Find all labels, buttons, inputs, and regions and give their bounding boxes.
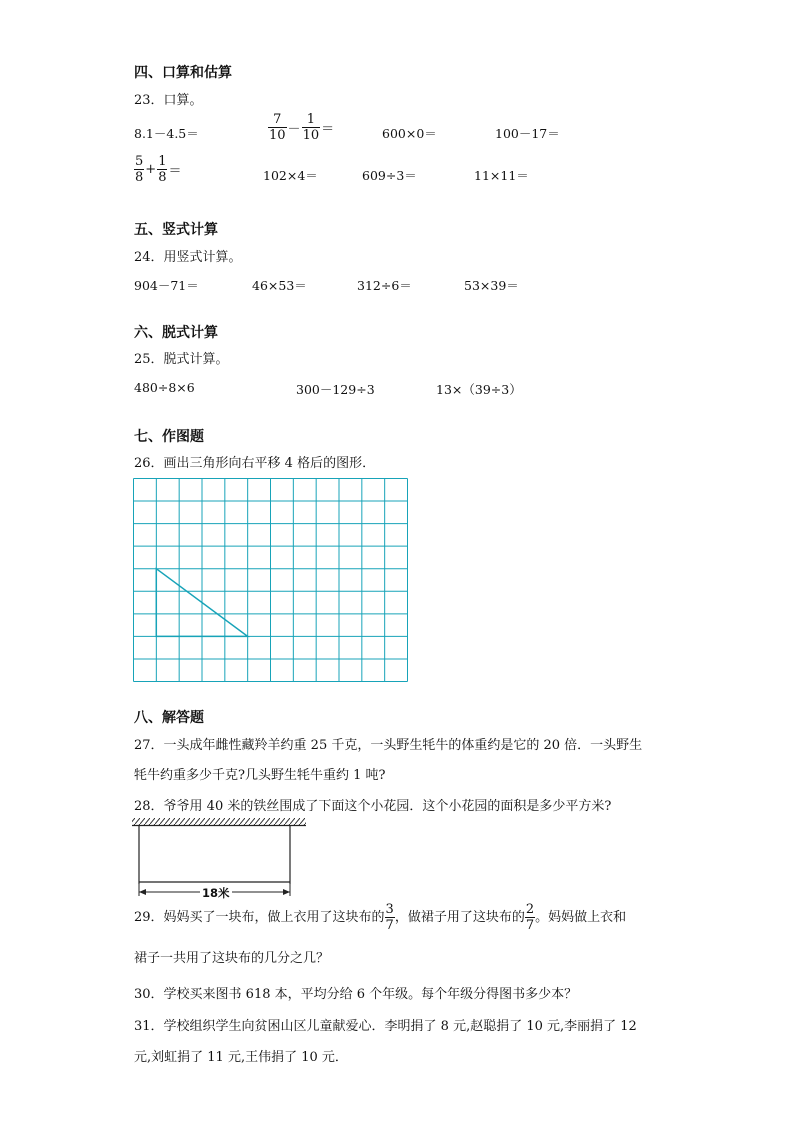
fraction-expression-1: $\frac{7}{10}$ － $\frac{1}{10}$ ＝ [269,112,335,143]
section-heading-6: 六、脱式计算 [134,325,218,341]
question-29-text-b: ，做裙子用了这块布的 [394,910,525,925]
fraction-1-8: $\frac{1}{8}$ [158,154,167,185]
expr-11-times-11: 11×11＝ [474,168,529,183]
expr-600-times-0: 600×0＝ [382,126,437,141]
question-31-line-1: 31．学校组织学生向贫困山区儿童献爱心．李明捐了 8 元,赵聪捐了 10 元,李丽捐了 12 [134,1019,637,1034]
expr-8-1-minus-4-5: 8.1－4.5＝ [134,126,199,141]
question-25: 25．脱式计算。 [134,352,229,367]
step-calc-item: 300－129÷3 [296,382,375,397]
fraction-expression-2: $\frac{5}{8}$ + $\frac{1}{8}$ ＝ [135,154,182,185]
vertical-calc-item: 312÷6＝ [357,278,412,293]
section-heading-5: 五、竖式计算 [134,222,218,238]
vertical-calc-item: 904－71＝ [134,278,199,293]
fraction-3-7: $\frac{3}{7}$ [385,902,394,933]
garden-width-label: 18米 [202,886,230,900]
wall-hatching [132,818,306,825]
fraction-2-7: $\frac{2}{7}$ [525,902,535,933]
question-29-line-1 [134,903,626,932]
vertical-calc-item: 53×39＝ [464,278,519,293]
fraction-5-8: $\frac{5}{8}$ [135,154,144,185]
fraction-1-10: $\frac{1}{10}$ [302,112,320,143]
question-29-text-c: 。妈妈做上衣和 [535,910,627,925]
vertical-calc-item: 46×53＝ [252,278,307,293]
question-23: 23．口算。 [134,93,203,108]
fraction-7-10: $\frac{7}{10}$ [269,112,286,143]
question-24: 24．用竖式计算。 [134,250,242,265]
step-calc-item: 480÷8×6 [134,380,195,395]
section-heading-4: 四、口算和估算 [134,65,232,81]
question-29-line-2: 裙子一共用了这块布的几分之几？ [134,951,330,966]
section-heading-7: 七、作图题 [134,429,204,445]
question-31-line-2: 元,刘虹捐了 11 元,王伟捐了 10 元． [134,1050,348,1065]
question-26: 26．画出三角形向右平移 4 格后的图形． [134,456,376,471]
arrowhead-left [139,889,146,895]
drawing-grid [133,478,408,682]
question-30: 30．学校买来图书 618 本，平均分给 6 个年级。每个年级分得图书多少本？ [134,987,578,1002]
question-27-line-1: 27．一头成年雌性藏羚羊约重 25 千克，一头野生牦牛的体重约是它的 20 倍．一头野生 [134,738,643,753]
expr-102-times-4: 102×4＝ [263,168,318,183]
expr-609-div-3: 609÷3＝ [362,168,417,183]
step-calc-item: 13×（39÷3） [436,382,522,397]
expr-100-minus-17: 100－17＝ [495,126,560,141]
section-heading-8: 八、解答题 [134,710,204,726]
grid-lines [134,479,408,682]
question-27-line-2: 牦牛约重多少千克?几头野生牦牛重约 1 吨? [134,768,386,783]
arrowhead-right [283,889,290,895]
question-28: 28．爷爷用 40 米的铁丝围成了下面这个小花园．这个小花园的面积是多少平方米? [134,799,612,814]
question-29-text-a: 29．妈妈买了一块布，做上衣用了这块布的 [134,910,385,925]
